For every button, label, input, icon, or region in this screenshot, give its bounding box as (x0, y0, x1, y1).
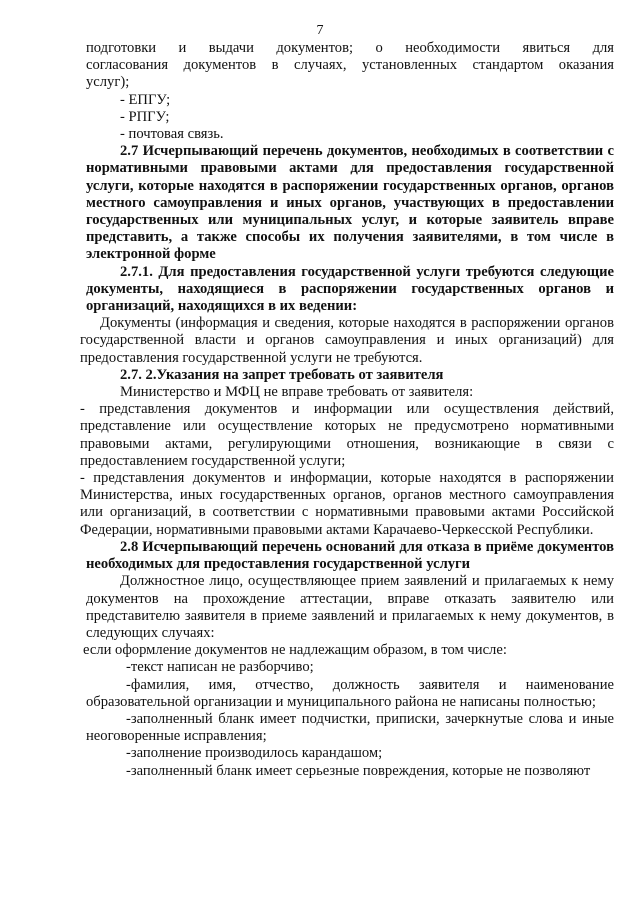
list-item: - ЕПГУ; (120, 91, 171, 108)
section-heading-2-7: 2.7 Исчерпывающий перечень документов, необходимых в соответствии с нормативными правовыми актами для предоставления государственной услуги, которые находятся в распоряжении государственных органов, органов местного самоуправления и иных органов, участвующих в предоставлении государственных или муниципальных услуг, и которые заявитель вправе представить, а также способы их получения заявителями, в том числе в электронной форме (86, 143, 614, 263)
paragraph: Министерство и МФЦ не вправе требовать от заявителя: (120, 384, 474, 401)
list-item: - почтовая связь. (120, 126, 224, 143)
list-item: - РПГУ; (120, 108, 170, 125)
paragraph: если оформление документов не надлежащим образом, в том числе: (83, 642, 507, 659)
paragraph: - представления документов и информации или осуществления действий, представление или осуществление которых не предусмотрено нормативными правовыми актами, регулирующими отношения, возникающие в связи с предоставлением государственной услуги; (80, 401, 614, 469)
list-item: -заполненный бланк имеет подчистки, приписки, зачеркнутые слова и иные неоговоренные исправления; (86, 710, 614, 745)
list-item: -фамилия, имя, отчество, должность заявителя и наименование образовательной организации и муниципального района не написаны полностью; (86, 676, 614, 710)
list-item: -заполненный бланк имеет серьезные повреждения, которые не позволяют (126, 762, 591, 779)
section-heading-2-8: 2.8 Исчерпывающий перечень оснований для отказа в приёме документов необходимых для предоставления государственной услуги (86, 538, 614, 573)
text-line: подготовки и выдачи документов; о необходимости явиться для (86, 40, 614, 56)
section-heading-2-7-1: 2.7.1. Для предоставления государственной услуги требуются следующие документы, находящиеся в распоряжении государственных органов и организаций, находящихся в их ведении: (86, 263, 614, 315)
text-line: услуг); (86, 74, 130, 91)
paragraph: Должностное лицо, осуществляющее прием заявлений и прилагаемых к нему документов на прохождение аттестации, вправе отказать заявителю или представителю заявителя в приеме заявлений и прилагаемых к нему документов, в следующих случаях: (86, 573, 614, 641)
page-number: 7 (316, 23, 324, 38)
document-body (80, 40, 614, 780)
list-item: -заполнение производилось карандашом; (126, 745, 383, 762)
paragraph: Документы (информация и сведения, которые находятся в распоряжении органов государственной власти и органов самоуправления и иных организаций) для предоставления государственной услуги не требуются. (80, 315, 614, 366)
paragraph: - представления документов и информации, которые находятся в распоряжении Министерства, иных государственных органов, органов местного самоуправления или организаций, в соответствии с нормативными правовыми актами Российской Федерации, нормативными правовыми актами Карачаево-Черкесской Республики. (80, 470, 614, 538)
text-line: согласования документов в случаях, установленных стандартом оказания (86, 57, 614, 74)
section-heading-2-7-2: 2.7. 2.Указания на запрет требовать от заявителя (120, 366, 444, 383)
list-item: -текст написан не разборчиво; (126, 659, 314, 676)
